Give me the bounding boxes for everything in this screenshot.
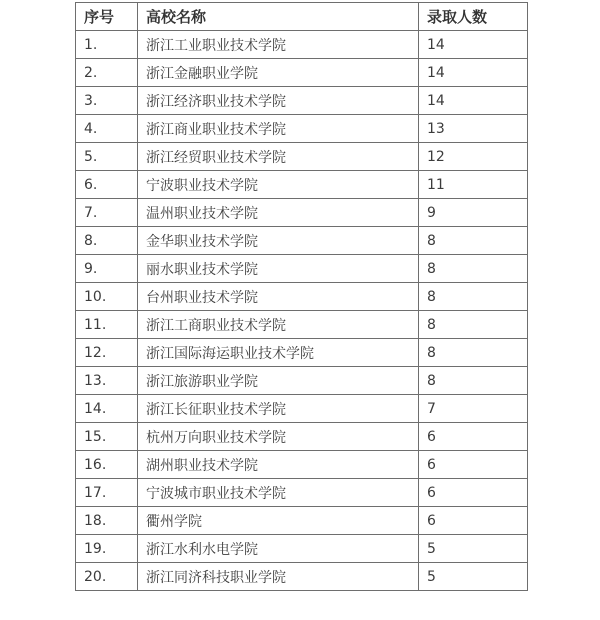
table-row	[76, 199, 528, 227]
table-row	[76, 339, 528, 367]
row-admission-count: 14	[419, 31, 528, 59]
admission-table	[75, 2, 528, 591]
table-row	[76, 227, 528, 255]
table-row	[76, 87, 528, 115]
header-index: 序号	[76, 3, 138, 31]
row-school-name: 衢州学院	[138, 507, 419, 535]
row-school-name: 浙江工商职业技术学院	[138, 311, 419, 339]
row-school-name: 浙江旅游职业学院	[138, 367, 419, 395]
table-row	[76, 563, 528, 591]
table-row	[76, 367, 528, 395]
table-body	[76, 31, 528, 591]
row-school-name: 温州职业技术学院	[138, 199, 419, 227]
table-row	[76, 311, 528, 339]
row-school-name: 丽水职业技术学院	[138, 255, 419, 283]
row-school-name: 台州职业技术学院	[138, 283, 419, 311]
row-index: 4.	[76, 115, 138, 143]
row-school-name: 浙江工业职业技术学院	[138, 31, 419, 59]
row-admission-count: 6	[419, 423, 528, 451]
row-school-name: 宁波职业技术学院	[138, 171, 419, 199]
table-row	[76, 143, 528, 171]
row-admission-count: 7	[419, 395, 528, 423]
table-row	[76, 423, 528, 451]
row-index: 14.	[76, 395, 138, 423]
row-school-name: 湖州职业技术学院	[138, 451, 419, 479]
table-row	[76, 255, 528, 283]
row-admission-count: 6	[419, 507, 528, 535]
row-school-name: 浙江长征职业技术学院	[138, 395, 419, 423]
row-admission-count: 12	[419, 143, 528, 171]
table-row	[76, 171, 528, 199]
row-school-name: 浙江同济科技职业学院	[138, 563, 419, 591]
table-row	[76, 283, 528, 311]
row-admission-count: 6	[419, 451, 528, 479]
row-school-name: 浙江经济职业技术学院	[138, 87, 419, 115]
row-index: 15.	[76, 423, 138, 451]
row-school-name: 金华职业技术学院	[138, 227, 419, 255]
table-row	[76, 115, 528, 143]
table-row	[76, 395, 528, 423]
row-admission-count: 14	[419, 87, 528, 115]
row-index: 6.	[76, 171, 138, 199]
row-index: 7.	[76, 199, 138, 227]
row-index: 17.	[76, 479, 138, 507]
header-school-name: 高校名称	[138, 3, 419, 31]
header-admission-count: 录取人数	[419, 3, 528, 31]
row-admission-count: 8	[419, 283, 528, 311]
row-index: 18.	[76, 507, 138, 535]
row-admission-count: 8	[419, 311, 528, 339]
row-school-name: 浙江水利水电学院	[138, 535, 419, 563]
row-index: 20.	[76, 563, 138, 591]
row-index: 19.	[76, 535, 138, 563]
row-index: 11.	[76, 311, 138, 339]
row-school-name: 浙江国际海运职业技术学院	[138, 339, 419, 367]
row-admission-count: 11	[419, 171, 528, 199]
row-admission-count: 14	[419, 59, 528, 87]
row-index: 5.	[76, 143, 138, 171]
row-admission-count: 8	[419, 255, 528, 283]
row-admission-count: 5	[419, 563, 528, 591]
row-index: 13.	[76, 367, 138, 395]
row-school-name: 浙江商业职业技术学院	[138, 115, 419, 143]
row-index: 2.	[76, 59, 138, 87]
table-row	[76, 59, 528, 87]
row-admission-count: 6	[419, 479, 528, 507]
row-index: 16.	[76, 451, 138, 479]
table-header-row	[76, 3, 528, 31]
table-row	[76, 451, 528, 479]
table-row	[76, 31, 528, 59]
row-admission-count: 5	[419, 535, 528, 563]
row-index: 12.	[76, 339, 138, 367]
row-index: 3.	[76, 87, 138, 115]
row-admission-count: 13	[419, 115, 528, 143]
row-admission-count: 9	[419, 199, 528, 227]
row-admission-count: 8	[419, 339, 528, 367]
row-index: 1.	[76, 31, 138, 59]
table-row	[76, 507, 528, 535]
row-school-name: 杭州万向职业技术学院	[138, 423, 419, 451]
row-index: 8.	[76, 227, 138, 255]
row-admission-count: 8	[419, 227, 528, 255]
row-school-name: 宁波城市职业技术学院	[138, 479, 419, 507]
table-row	[76, 479, 528, 507]
row-index: 10.	[76, 283, 138, 311]
table-row	[76, 535, 528, 563]
row-school-name: 浙江经贸职业技术学院	[138, 143, 419, 171]
row-index: 9.	[76, 255, 138, 283]
row-school-name: 浙江金融职业学院	[138, 59, 419, 87]
row-admission-count: 8	[419, 367, 528, 395]
